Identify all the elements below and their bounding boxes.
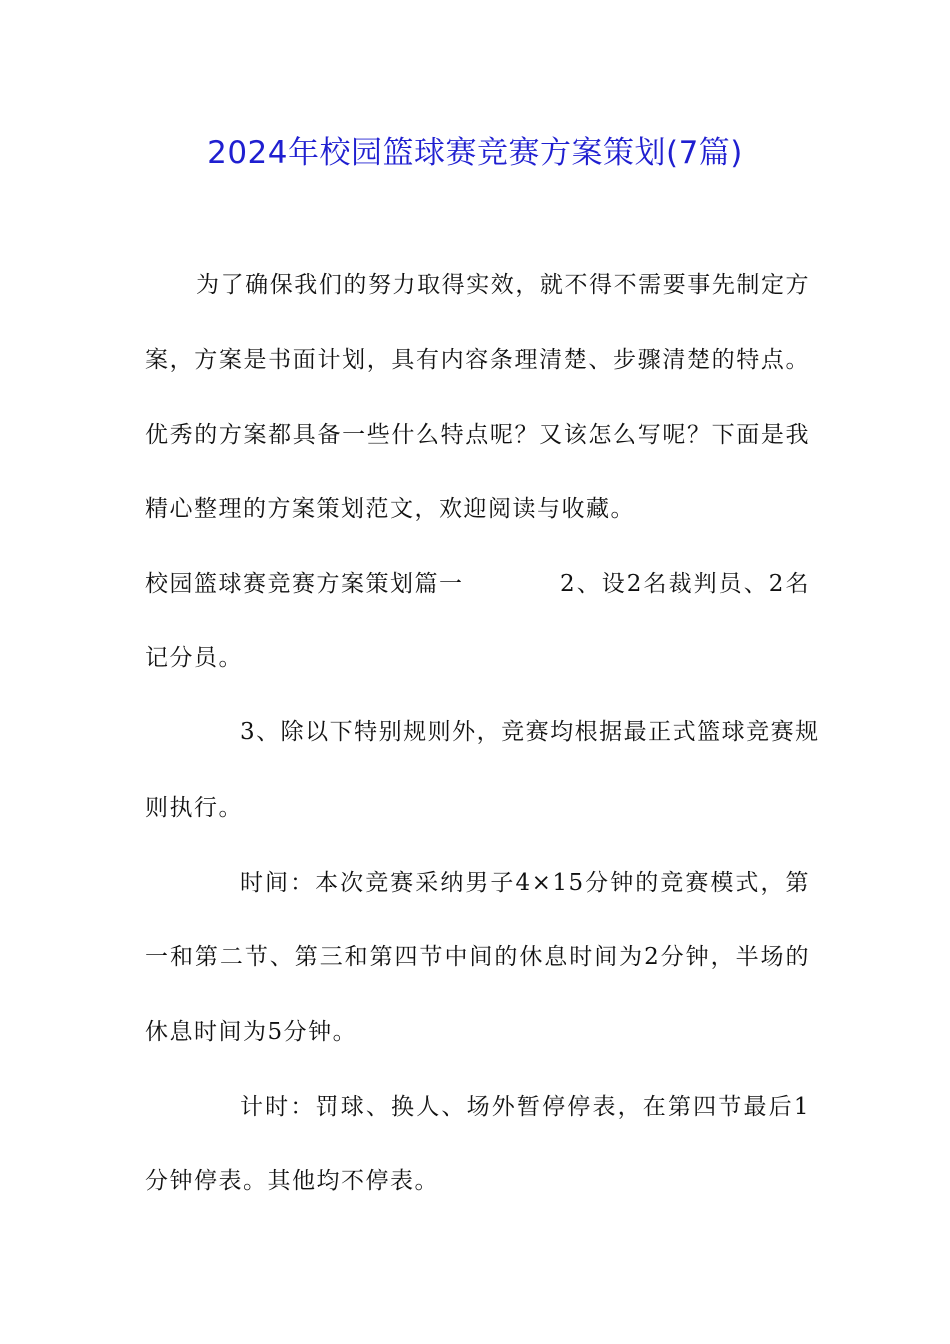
intro-line-1: 为了确保我们的努力取得实效，就不得不需要事先制定方: [196, 272, 810, 298]
time-line-2: 一和第二节、第三和第四节中间的休息时间为2分钟，半场的: [145, 944, 810, 970]
item-2-start: 2、设2名裁判员、2名: [560, 571, 810, 597]
item-3-line-2: 则执行。: [145, 795, 243, 821]
intro-line-2: 案，方案是书面计划，具有内容条理清楚、步骤清楚的特点。: [145, 347, 810, 373]
document-title: 2024年校园篮球赛竞赛方案策划(7篇): [207, 135, 743, 171]
time-line-1: 时间：本次竞赛采纳男子4×15分钟的竞赛模式，第: [240, 870, 810, 896]
timing-line-1: 计时：罚球、换人、场外暂停停表，在第四节最后1: [240, 1094, 810, 1120]
section-heading: 校园篮球赛竞赛方案策划篇一: [145, 571, 464, 597]
time-line-3: 休息时间为5分钟。: [145, 1019, 358, 1045]
item-2-end: 记分员。: [145, 645, 243, 671]
intro-line-4: 精心整理的方案策划范文，欢迎阅读与收藏。: [145, 496, 635, 522]
timing-line-2: 分钟停表。其他均不停表。: [145, 1168, 439, 1194]
item-3-line-1: 3、除以下特别规则外，竞赛均根据最正式篮球竞赛规: [240, 719, 820, 745]
intro-line-3: 优秀的方案都具备一些什么特点呢？又该怎么写呢？下面是我: [145, 422, 810, 448]
